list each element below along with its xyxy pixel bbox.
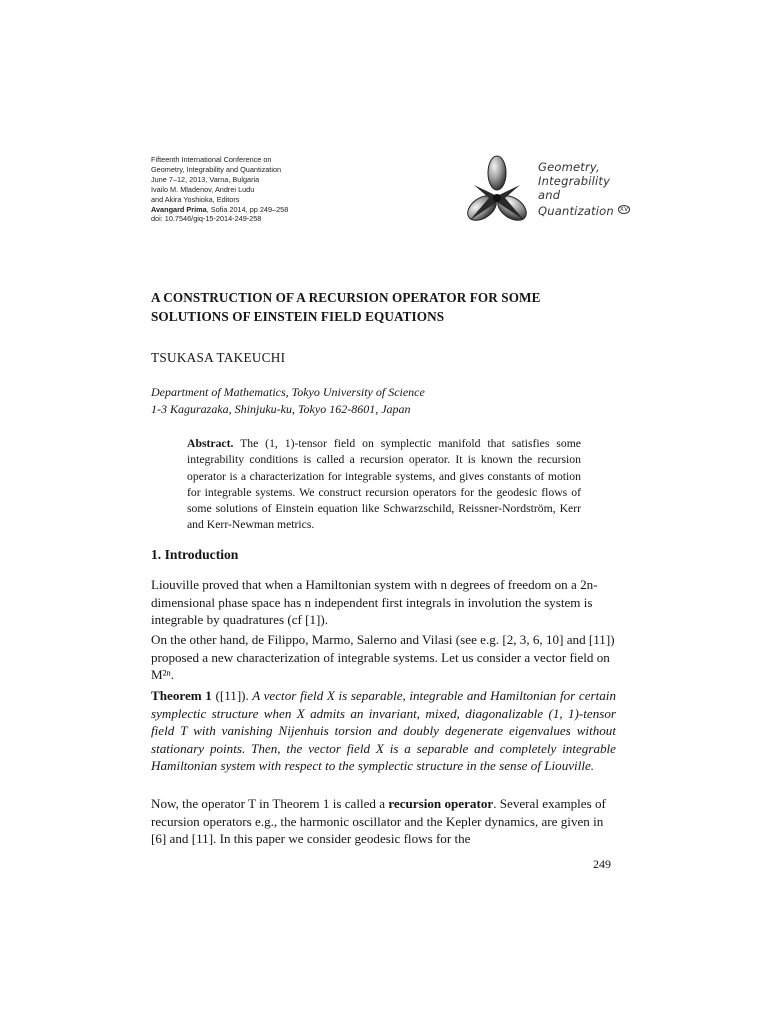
author: TSUKASA TAKEUCHI — [151, 350, 286, 365]
affiliation-line: 1-3 Kagurazaka, Shinjuku-ku, Tokyo 162-8601, Japan — [151, 401, 411, 416]
section-heading: 1. Introduction — [151, 547, 239, 562]
conference-line: Ivailo M. Mladenov, Andrei Ludu — [151, 184, 255, 194]
title-line: A CONSTRUCTION OF A RECURSION OPERATOR FOR SOME — [151, 290, 541, 305]
logo-mark: XV — [619, 205, 629, 213]
title-line: SOLUTIONS OF EINSTEIN FIELD EQUATIONS — [151, 308, 445, 324]
paragraph: On the other hand, de Filippo, Marmo, Salerno and Vilasi (see e.g. [2, 3, 6, 10] and [11]) proposed a new characterization of integrable systems. Let us consider a vector field on M²ⁿ. — [151, 632, 615, 683]
paper-title — [151, 289, 631, 326]
logo-text — [538, 160, 630, 218]
theorem-label: Theorem 1 — [151, 688, 212, 703]
page-number: 249 — [593, 857, 611, 871]
logo-line: Geometry, — [538, 160, 600, 174]
paragraph-text: . Several examples of recursion operators e.g., the harmonic oscillator and the Kepler dynamics, are given in [6] and [11]. In this paper we consider geodesic flows for the — [151, 796, 606, 847]
paragraph — [151, 795, 616, 848]
conference-info — [151, 155, 451, 224]
theorem-ref: ([11]). — [211, 688, 249, 703]
publisher-name: Avangard Prima — [151, 204, 207, 214]
paragraph-text: Now, the operator T in Theorem 1 is called a — [151, 796, 389, 811]
affiliation-line: Department of Mathematics, Tokyo University of Science — [151, 385, 425, 399]
logo-line: and — [538, 188, 561, 203]
theorem-text: A vector field X is separable, integrable and Hamiltonian for certain symplectic structure when X admits an invariant, mixed, diagonalizable (1, 1)-tensor field T with vanishing Nijenhuis torsion and doubly degenerate eigenvalues without stationary points. Then, the vector field X is a separable and completely integrable Hamiltonian system with respect to the symplectic structure in the sense of Liouville. — [151, 688, 616, 774]
abstract-text: The (1, 1)-tensor field on symplectic manifold that satisfies some integrability conditions is called a recursion operator. It is known the recursion operator is a characterization for integrable systems, and gives constants of motion for integrable systems. We construct recursion operators for the geodesic flows of some solutions of Einstein equation like Schwarzschild, Reissner-Nordström, Kerr and Kerr-Newman metrics. — [187, 437, 581, 532]
conference-line: and Akira Yoshioka, Editors — [151, 194, 240, 204]
publisher-line — [151, 205, 451, 215]
conference-line: June 7–12, 2013, Varna, Bulgaria — [151, 174, 260, 184]
abstract — [187, 436, 581, 534]
doi: doi: 10.7546/giq-15-2014-249-258 — [151, 214, 262, 224]
theorem — [151, 687, 616, 775]
logo-line — [538, 203, 630, 218]
affiliation — [151, 384, 425, 417]
logo-line: Integrability — [538, 174, 611, 189]
logo-quantization: Quantization — [538, 203, 614, 218]
conference-line: Geometry, Integrability and Quantization — [151, 164, 282, 174]
paragraph: Liouville proved that when a Hamiltonian system with n degrees of freedom on a 2n-dimensional phase space has n independent first integrals in involution the system is integrable by quadratures (cf [1]). — [151, 577, 598, 628]
abstract-label: Abstract. — [187, 437, 234, 450]
conference-line: Fifteenth International Conference on — [151, 155, 272, 164]
term-recursion-operator: recursion operator — [388, 796, 494, 811]
publisher-rest: , Sofia 2014, pp 249–258 — [206, 204, 289, 214]
